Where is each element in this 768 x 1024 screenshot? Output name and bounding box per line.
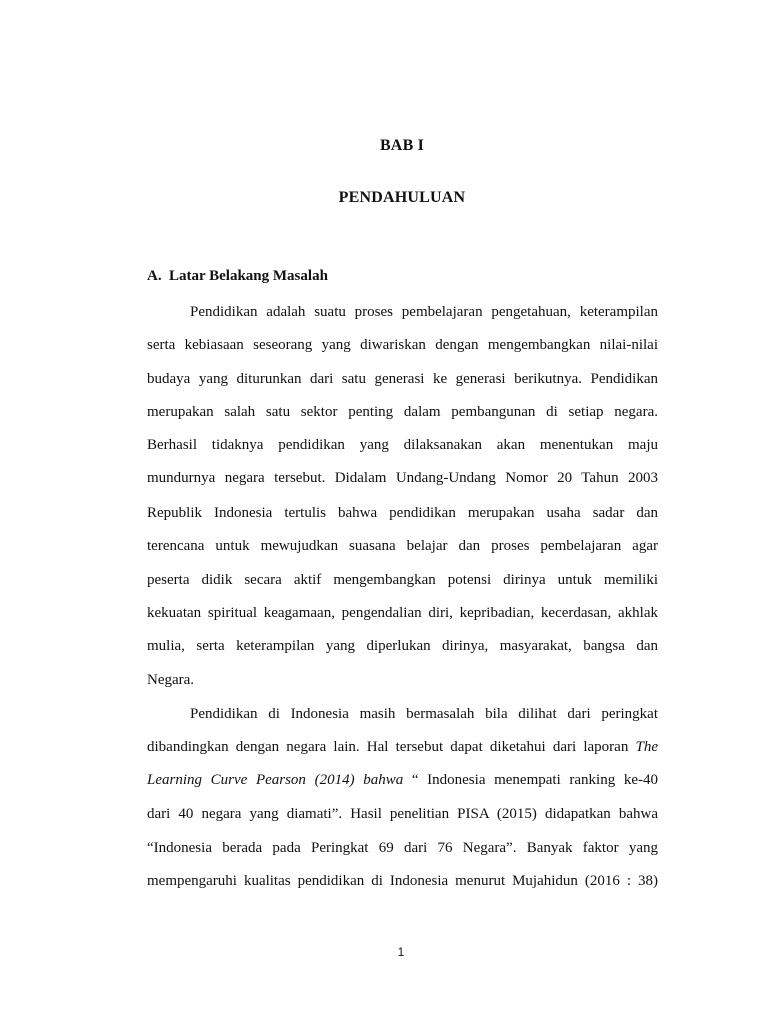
paragraph-2-line: “Indonesia berada pada Peringkat 69 dari 76 Negara”. Banyak faktor yang: [147, 840, 658, 856]
paragraph-2-line: dari 40 negara yang diamati”. Hasil penelitian PISA (2015) didapatkan bahwa: [147, 806, 658, 822]
citation-italic: Learning Curve Pearson (2014) bahwa: [147, 772, 404, 788]
paragraph-1-line: Negara.: [147, 672, 195, 688]
paragraph-1-line: terencana untuk mewujudkan suasana belajar dan proses pembelajaran agar: [147, 538, 658, 554]
chapter-title: PENDAHULUAN: [338, 189, 466, 206]
paragraph-1-line: budaya yang diturunkan dari satu generasi ke generasi berikutnya. Pendidikan: [147, 371, 658, 387]
section-heading: [147, 268, 328, 285]
paragraph-1-line: mulia, serta keterampilan yang diperlukan dirinya, masyarakat, bangsa dan: [147, 638, 658, 654]
paragraph-1-line: kekuatan spiritual keagamaan, pengendalian diri, kepribadian, kecerdasan, akhlak: [147, 605, 658, 621]
paragraph-2-line: [147, 769, 658, 791]
chapter-number: BAB I: [379, 137, 425, 154]
paragraph-1-line: mundurnya negara tersebut. Didalam Undang-Undang Nomor 20 Tahun 2003: [147, 470, 658, 486]
page-number: 1: [397, 945, 405, 959]
paragraph-2-line: mempengaruhi kualitas pendidikan di Indonesia menurut Mujahidun (2016 : 38): [147, 873, 658, 889]
paragraph-2-text: dibandingkan dengan negara lain. Hal tersebut dapat diketahui dari laporan: [147, 739, 629, 755]
paragraph-1-line: Republik Indonesia tertulis bahwa pendidikan merupakan usaha sadar dan: [147, 505, 658, 521]
paragraph-1-line: Berhasil tidaknya pendidikan yang dilaksanakan akan menentukan maju: [147, 437, 658, 453]
paragraph-2-line: Pendidikan di Indonesia masih bermasalah bila dilihat dari peringkat: [190, 706, 658, 722]
section-title: Latar Belakang Masalah: [169, 268, 328, 284]
section-marker: A.: [147, 268, 162, 284]
paragraph-1-line: Pendidikan adalah suatu proses pembelajaran pengetahuan, keterampilan: [190, 304, 658, 320]
paragraph-2-line: [147, 736, 658, 758]
paragraph-1-line: merupakan salah satu sektor penting dalam pembangunan di setiap negara.: [147, 404, 658, 420]
citation-italic: The: [635, 739, 659, 755]
paragraph-1-line: serta kebiasaan seseorang yang diwariskan dengan mengembangkan nilai-nilai: [147, 337, 658, 353]
paragraph-1-line: peserta didik secara aktif mengembangkan potensi dirinya untuk memiliki: [147, 572, 658, 588]
paragraph-2-text: “ Indonesia menempati ranking ke-40: [411, 772, 659, 788]
